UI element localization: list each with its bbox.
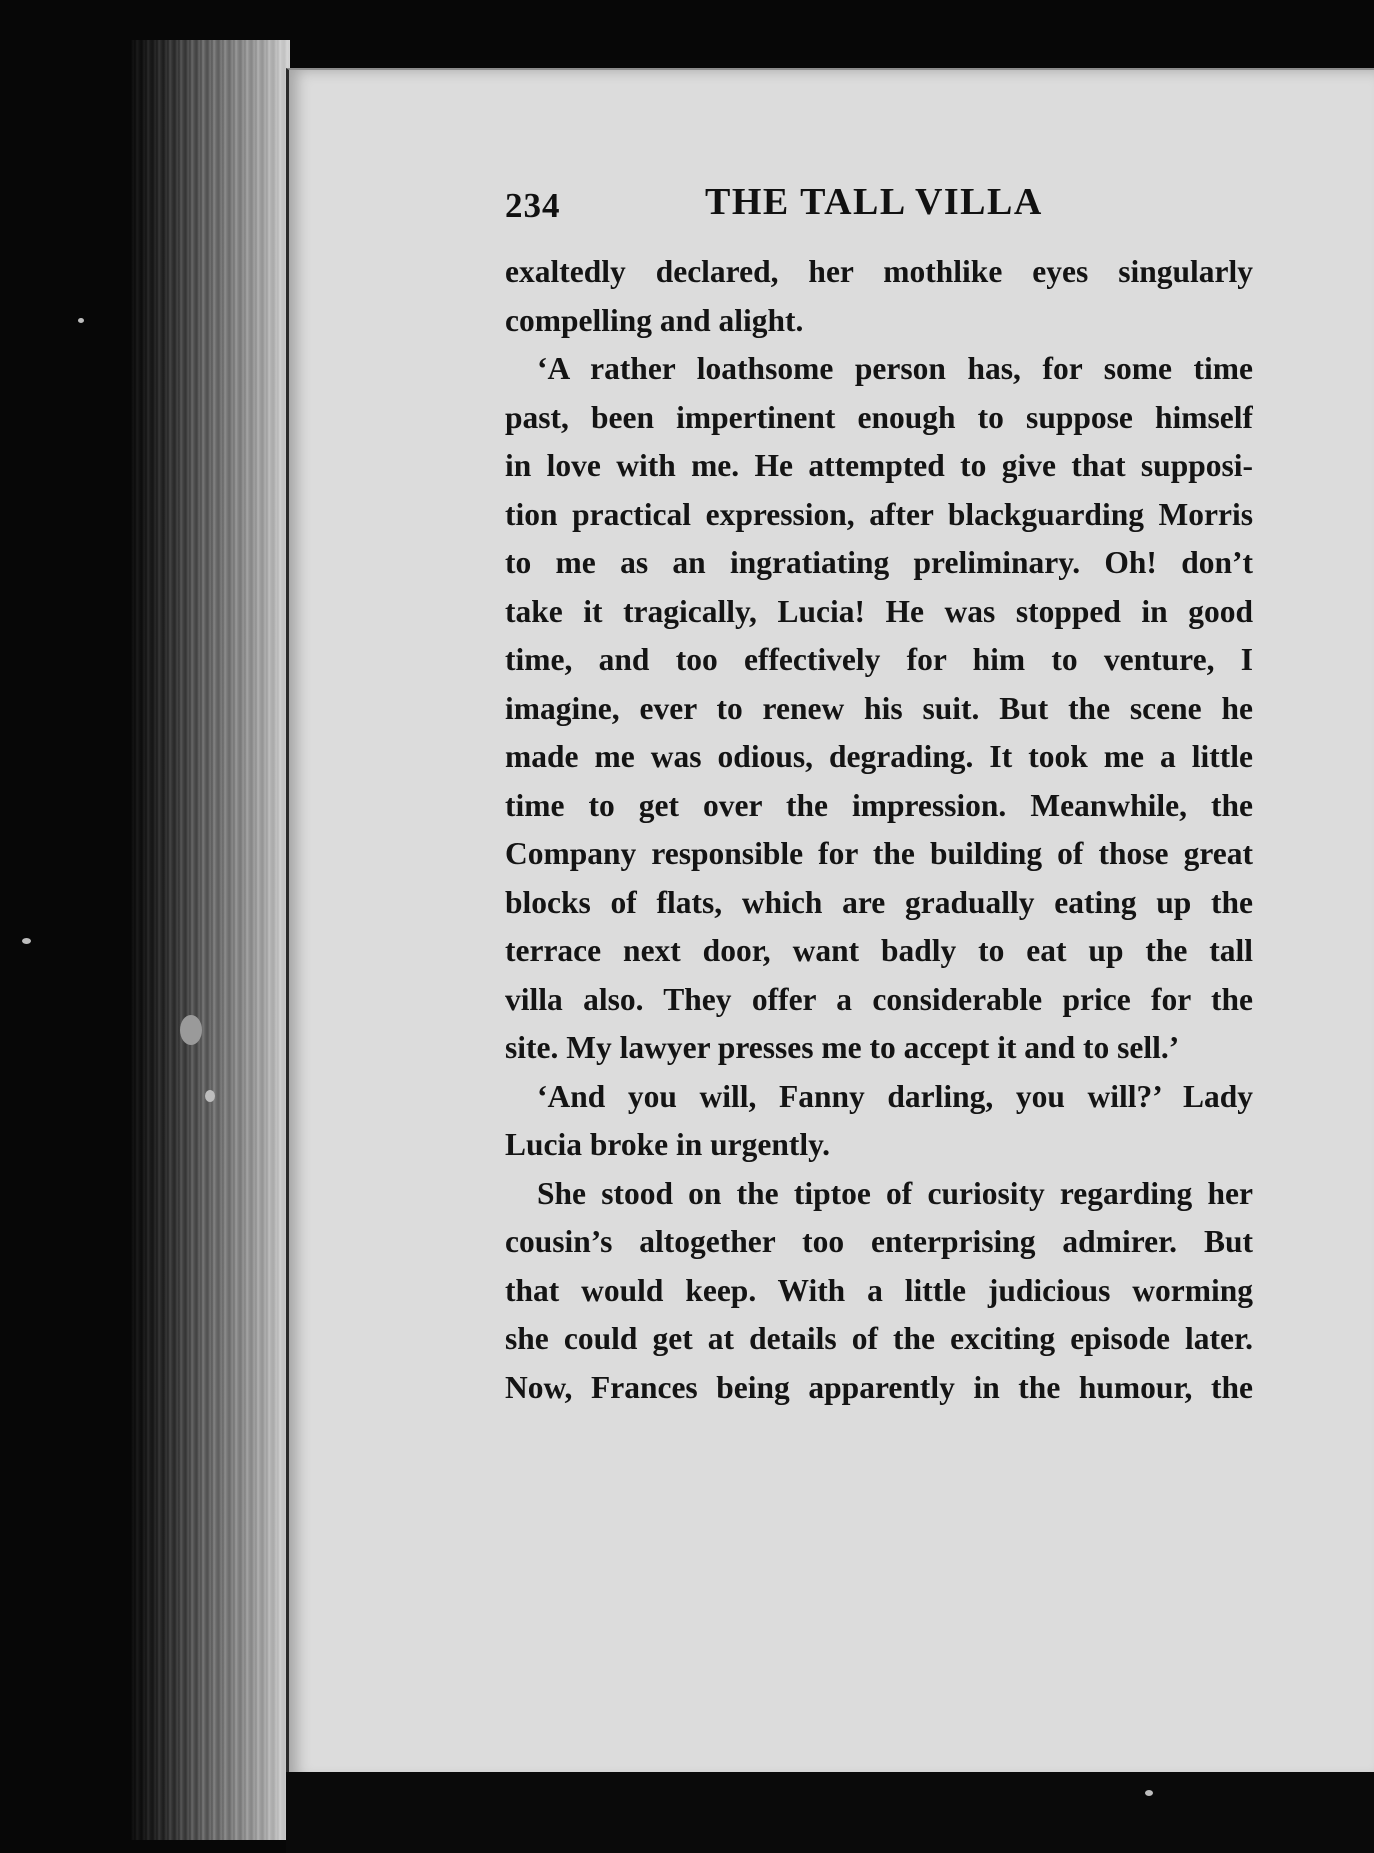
text-line: compelling and alight. [505,302,804,338]
dust-speck [1145,1790,1153,1796]
text-line: take it tragically, Lucia! He was stopped in good [505,593,1253,629]
text-line: ‘A rather loathsome person has, for some time [537,351,1253,386]
text-line: Lucia broke in urgently. [505,1127,830,1162]
text-line: she could get at details of the exciting episode later. [505,1321,1253,1356]
page-number: 234 [505,186,561,225]
dust-speck [78,318,84,323]
text-line: ‘And you will, Fanny darling, you will?’ Lady [537,1078,1253,1114]
running-head [505,180,1255,230]
text-line: imagine, ever to renew his suit. But the scene he [505,690,1253,726]
running-title: THE TALL VILLA [705,181,1043,223]
dust-speck [22,938,31,944]
text-line: time to get over the impression. Meanwhile, the [505,787,1253,823]
text-line: past, been impertinent enough to suppose himself [505,399,1253,435]
page-bottom-margin [286,1772,1374,1853]
text-line: blocks of flats, which are gradually eating up the [505,884,1253,920]
text-line: Now, Frances being apparently in the humour, the [505,1369,1253,1405]
body-text [505,248,1253,1412]
text-line: to me as an ingratiating preliminary. Oh! don’t [505,545,1253,580]
dust-speck [205,1090,215,1102]
text-line: cousin’s altogether too enterprising admirer. But [505,1224,1253,1259]
text-line: She stood on the tiptoe of curiosity regarding her [537,1175,1253,1211]
text-line: tion practical expression, after blackguarding Morris [505,496,1253,532]
text-line: in love with me. He attempted to give that supposi- [505,448,1253,483]
text-line: made me was odious, degrading. It took me a little [505,739,1253,774]
text-line: time, and too effectively for him to venture, I [505,642,1253,677]
text-line: site. My lawyer presses me to accept it and to sell.’ [505,1030,1180,1065]
text-line: terrace next door, want badly to eat up the tall [505,933,1253,968]
book-page-edges [130,40,290,1840]
text-line: that would keep. With a little judicious worming [505,1272,1253,1308]
text-line: Company responsible for the building of those great [505,836,1253,871]
text-line: exaltedly declared, her mothlike eyes singularly [505,254,1253,289]
text-line: villa also. They offer a considerable price for the [505,981,1253,1017]
dust-speck [180,1015,202,1045]
